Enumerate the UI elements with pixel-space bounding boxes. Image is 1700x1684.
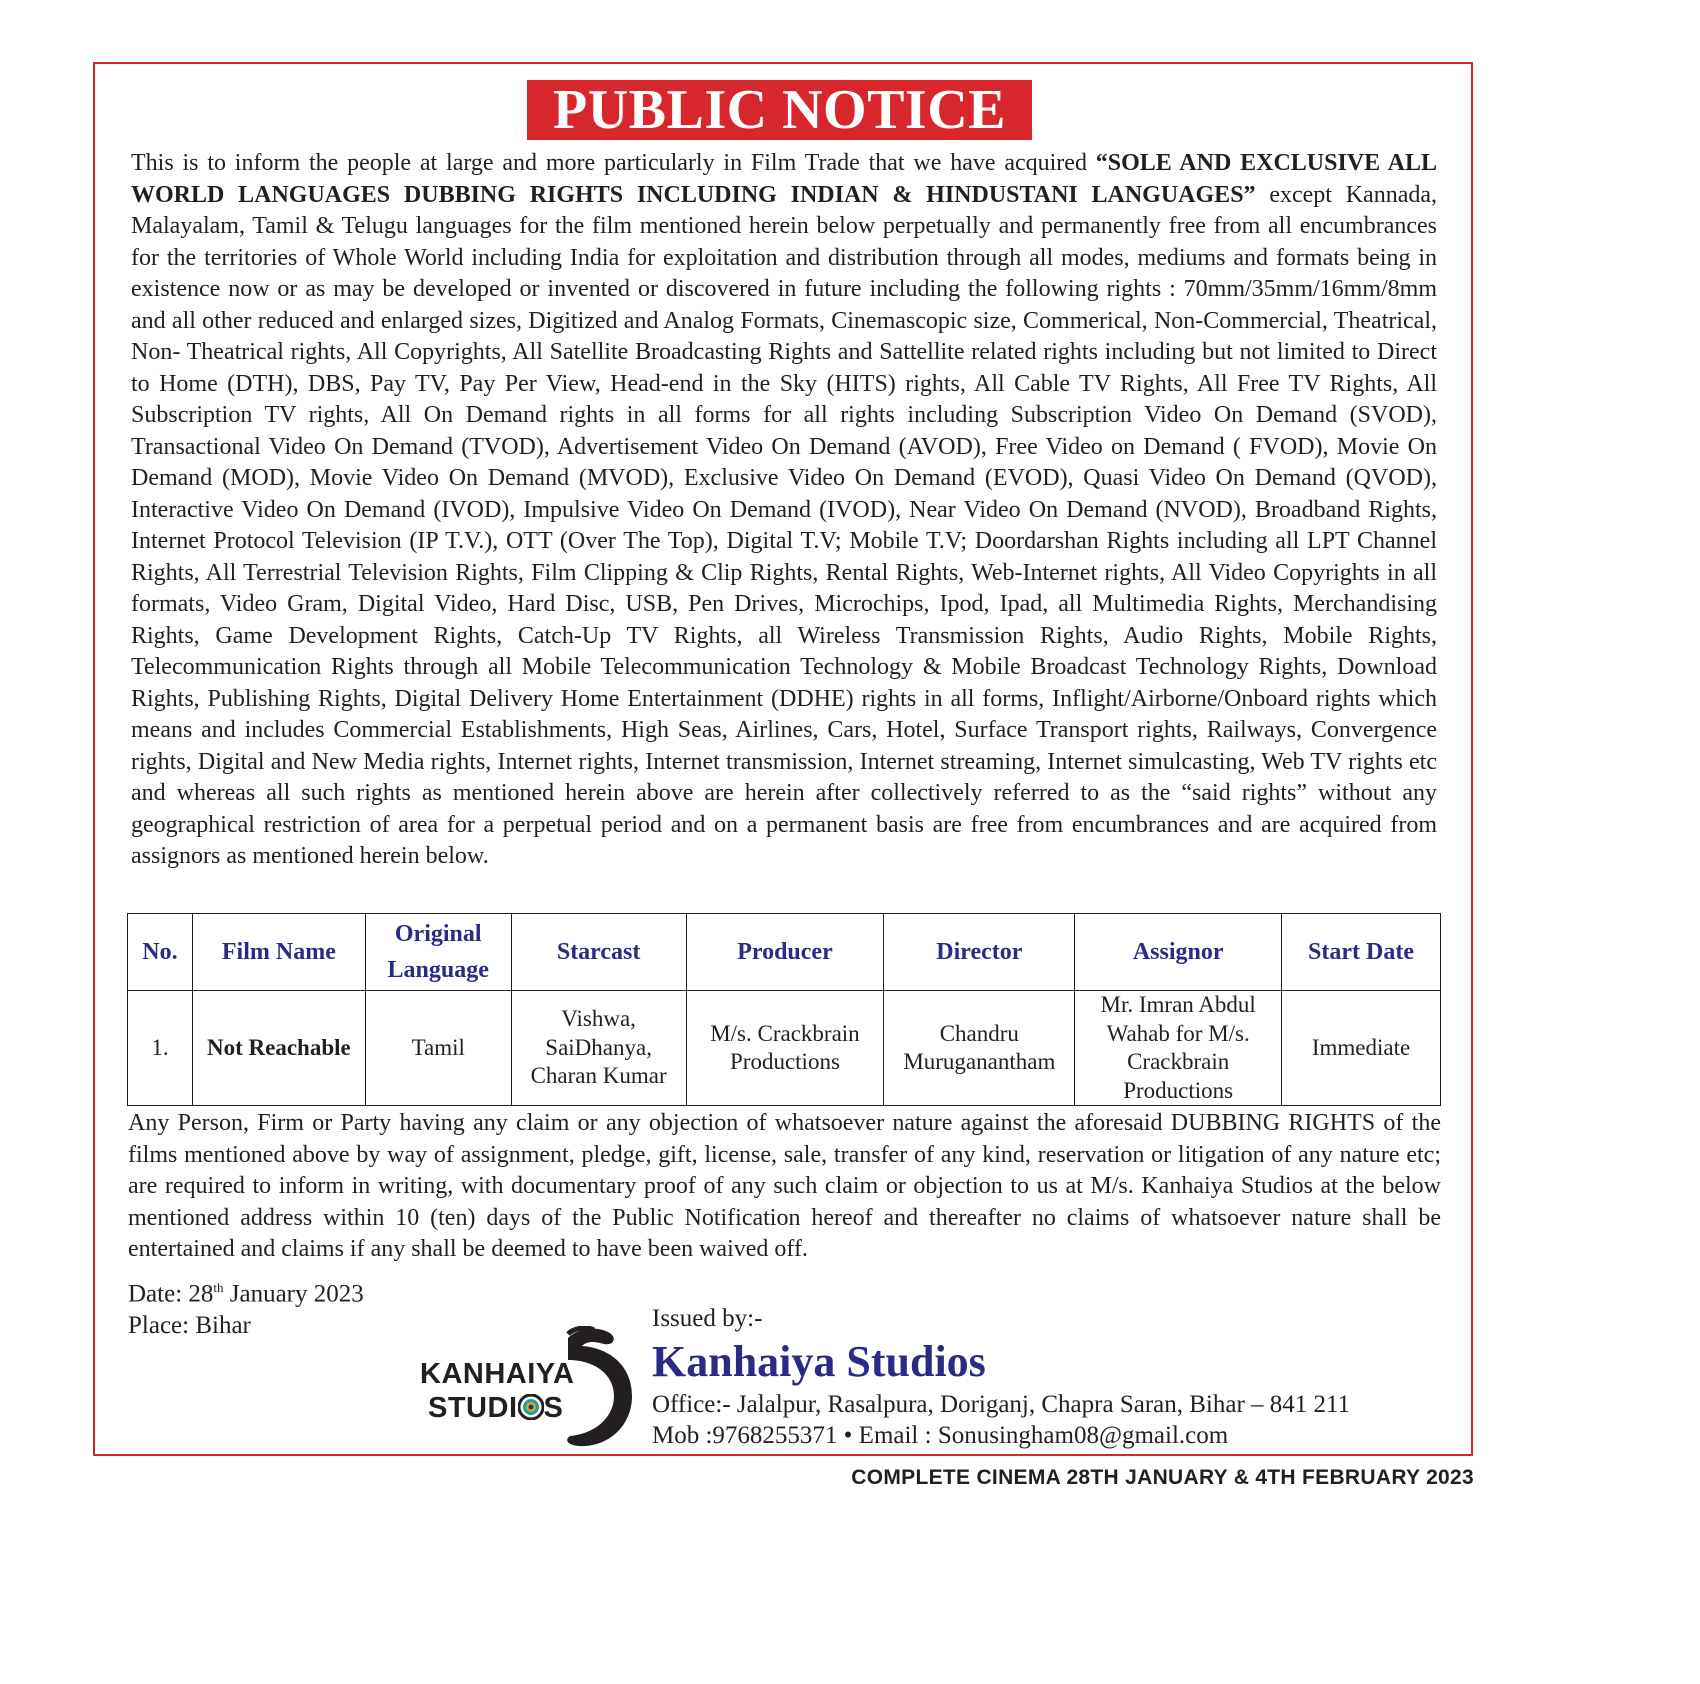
notice-place: Place: Bihar [128, 1312, 251, 1340]
cell-assignor: Mr. Imran Abdul Wahab for M/s. Crackbrain Productions [1075, 991, 1282, 1106]
cell-language: Tamil [365, 991, 511, 1106]
header-director: Director [884, 914, 1075, 991]
cell-start-date: Immediate [1282, 991, 1441, 1106]
intro-bold: “SOLE AND EXCLUSIVE ALL WORLD LANGUAGES DUBBING RIGHTS INCLUDING INDIAN & HINDUSTANI LANGUAGES” [131, 150, 1438, 208]
cell-director: Chandru Muruganantham [884, 991, 1075, 1106]
header-starcast: Starcast [511, 914, 686, 991]
header-film-name: Film Name [192, 914, 365, 991]
logo-line1: KANHAIYA [420, 1358, 575, 1390]
kanhaiya-studios-logo [418, 1326, 642, 1450]
logo-line2: STUDI S [428, 1392, 564, 1424]
logo-peacock-icon [518, 1394, 544, 1420]
cell-film-name: Not Reachable [192, 991, 365, 1106]
header-producer: Producer [686, 914, 884, 991]
notice-date: Date: 28th January 2023 [128, 1280, 364, 1308]
claim-paragraph: Any Person, Firm or Party having any claim or any objection of whatsoever nature against the aforesaid DUBBING RIGHTS of the films mentioned above by way of assignment, pledge, gift, license, sale, transfer of any kind, reservation or litigation of any nature etc; are required to inform in writing, with documentary proof of any such claim or objection to us at M/s. Kanhaiya Studios at the below mentioned address within 10 (ten) days of the Public Notification hereof and thereafter no claims of whatsoever nature shall be entertained and claims if any shall be deemed to have been waived off. [128, 1110, 1441, 1262]
cell-no: 1. [128, 991, 193, 1106]
publication-footer: COMPLETE CINEMA 28TH JANUARY & 4TH FEBRUARY 2023 [851, 1466, 1474, 1489]
header-assignor: Assignor [1075, 914, 1282, 991]
header-start-date: Start Date [1282, 914, 1441, 991]
office-address: Office:- Jalalpur, Rasalpura, Doriganj, Chapra Saran, Bihar – 841 211 [652, 1391, 1351, 1418]
issued-by: Issued by:- [652, 1305, 763, 1332]
notice-title: PUBLIC NOTICE [527, 80, 1032, 140]
notice-body [131, 148, 1437, 873]
intro-pre: This is to inform the people at large and more particularly in Film Trade that we have acquired [131, 150, 1096, 176]
table-row [128, 991, 1441, 1106]
films-table [127, 913, 1441, 1106]
header-no: No. [128, 914, 193, 991]
table-header-row [128, 914, 1441, 991]
date-place [128, 1272, 364, 1342]
cell-producer: M/s. Crackbrain Productions [686, 991, 884, 1106]
company-name: Kanhaiya Studios [652, 1337, 986, 1386]
intro-post: except Kannada, Malayalam, Tamil & Telugu languages for the film mentioned herein below perpetually and permanently free from all encumbrances for the territories of Whole World including India for exploitation and distribution through all modes, mediums and formats being in existence now or as may be developed or invented or discovered in future including the following rights : 70mm/35mm/16mm/8mm and all other reduced and enlarged sizes, Digitized and Analog Formats, Cinemascopic size, Commerical, Non-Commercial, Theatrical, Non- Theatrical rights, All Copyrights, All Satellite Broadcasting Rights and Sattellite related rights including but not limited to Direct to Home (DTH), DBS, Pay TV, Pay Per View, Head-end in the Sky (HITS) rights, All Cable TV Rights, All Free TV Rights, All Subscription TV rights, All On Demand rights in all forms for all rights including Subscription Video On Demand (SVOD), Transactional Video On Demand (TVOD), Advertisement Video On Demand (AVOD), Free Video on Demand ( FVOD), Movie On Demand (MOD), Movie Video On Demand (MVOD), Exclusive Video On Demand (EVOD), Quasi Video On Demand (QVOD), Interactive Video On Demand (IVOD), Impulsive Video On Demand (IVOD), Near Video On Demand (NVOD), Broadband Rights, Internet Protocol Television (IP T.V.), OTT (Over The Top), Digital T.V; Mobile T.V; Doordarshan Rights including all LPT Channel Rights, All Terrestrial Television Rights, Film Clipping & Clip Rights, Rental Rights, Web-Internet rights, All Video Copyrights in all formats, Video Gram, Digital Video, Hard Disc, USB, Pen Drives, Microchips, Ipod, Ipad, all Multimedia Rights, Merchandising Rights, Game Development Rights, Catch-Up TV Rights, all Wireless Transmission Rights, Audio Rights, Mobile Rights, Telecommunication Rights through all Mobile Telecommunication Technology & Mobile Broadcast Technology Rights, Download Rights, Publishing Rights, Digital Delivery Home Entertainment (DDHE) rights in all forms, Inflight/Airborne/Onboard rights which means and includes Commercial Establishments, High Seas, Airlines, Cars, Hotel, Surface Transport rights, Railways, Convergence rights, Digital and New Media rights, Internet rights, Internet transmission, Internet streaming, Internet simulcasting, Web TV rights etc and whereas all such rights as mentioned herein above are herein after collectively referred to as the “said rights” without any geographical restriction of area for a perpetual period and on a permanent basis are free from encumbrances and are acquired from assignors as mentioned herein below. [131, 181, 1438, 869]
contact-line: Mob :9768255371 • Email : Sonusingham08@gmail.com [652, 1422, 1229, 1449]
cell-starcast: Vishwa, SaiDhanya, Charan Kumar [511, 991, 686, 1106]
header-original-language: Original Language [365, 914, 511, 991]
